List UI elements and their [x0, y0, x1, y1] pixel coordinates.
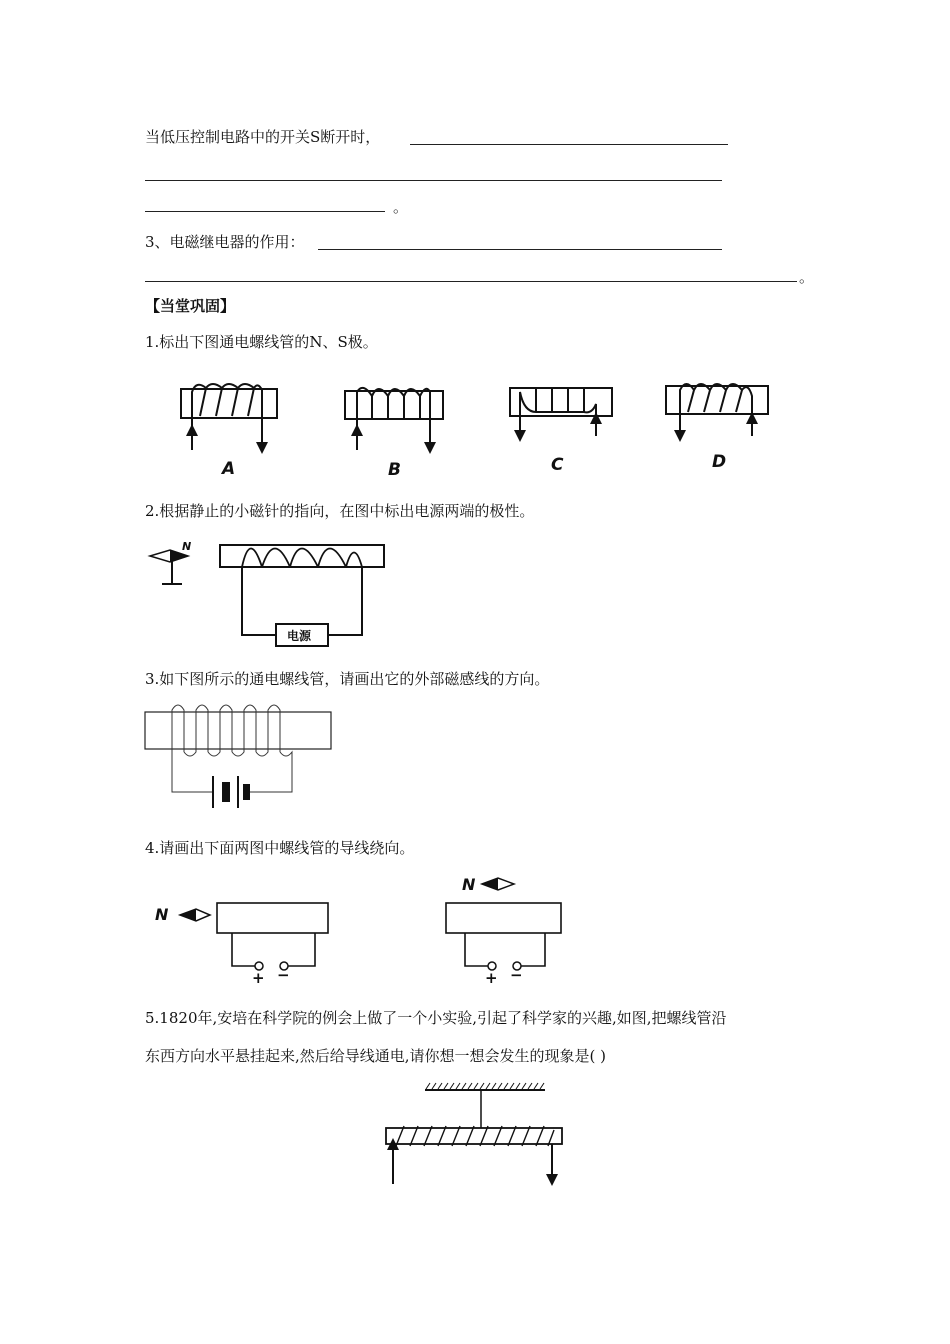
question-1-text: 1.标出下图通电螺线管的N、S极。: [145, 333, 378, 351]
label-a: A: [222, 459, 236, 479]
question-5-line-1: 5.1820年,安培在科学院的例会上做了一个小实验,引起了科学家的兴趣,如图,把螺线管沿: [145, 1009, 727, 1027]
q4-right-plus: +: [485, 969, 498, 987]
label-d: D: [712, 452, 727, 472]
q4-left-needle-n: N: [155, 905, 169, 924]
label-b: B: [388, 460, 401, 480]
fill-line-1-prefix: 当低压控制电路中的开关S断开时，: [145, 128, 381, 146]
q4-right-minus: −: [510, 966, 523, 984]
fill-line-3-suffix: 。: [393, 198, 409, 216]
fill-line-5-suffix: 。: [799, 268, 815, 286]
solenoid-windings: [396, 1126, 554, 1146]
needle-label-n: N: [182, 540, 192, 553]
q3-relay-prefix: 3、电磁继电器的作用：: [145, 233, 305, 251]
question-3-text: 3.如下图所示的通电螺线管，请画出它的外部磁感线的方向。: [145, 670, 550, 688]
q4-left-plus: +: [252, 969, 265, 987]
question-4-text: 4.请画出下面两图中螺线管的导线绕向。: [145, 839, 415, 857]
question-2-text: 2.根据静止的小磁针的指向，在图中标出电源两端的极性。: [145, 502, 535, 520]
power-source-label: 电源: [287, 629, 312, 643]
q4-right-needle-n: N: [462, 875, 476, 894]
q4-left-minus: −: [277, 966, 290, 984]
question-5-line-2: 东西方向水平悬挂起来,然后给导线通电,请你想一想会发生的现象是( ): [145, 1047, 607, 1065]
ceiling-hatching: [426, 1083, 544, 1089]
label-c: C: [551, 455, 564, 475]
section-heading: 【当堂巩固】: [145, 297, 236, 315]
